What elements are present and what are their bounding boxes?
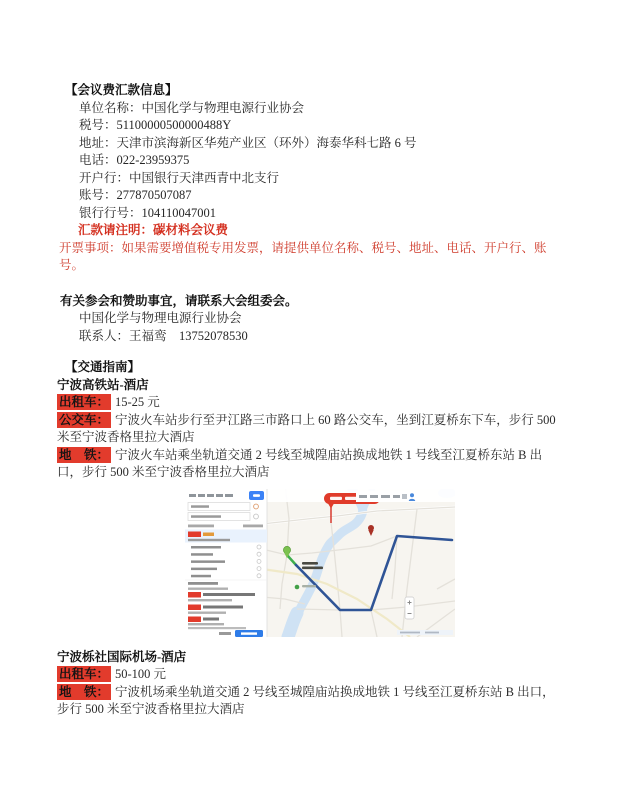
map-toolbar — [356, 491, 420, 502]
payment-line-account: 账号：277870507087 — [79, 188, 192, 202]
map-screenshot — [185, 489, 455, 637]
taxi-badge-2: 出租车： — [59, 667, 110, 681]
transit-item-metro-2 — [57, 684, 560, 719]
map-graphic — [185, 489, 455, 637]
taxi-text: 15-25 元 — [115, 395, 160, 409]
metro-badge: 地 铁： — [59, 447, 110, 462]
payment-line-bankcode: 银行行号：104110047001 — [79, 205, 217, 220]
origin-input — [188, 502, 258, 510]
transit-item-bus — [57, 412, 560, 447]
contact-heading: 有关参会和赞助事宜，请联系大会组委会。 — [60, 293, 298, 308]
transport-section-title: 【交通指南】 — [65, 360, 141, 374]
payment-line-org: 单位名称：中国化学与物理电源行业协会 — [79, 100, 305, 115]
sidebar-footer-note — [188, 627, 246, 629]
contact-org: 中国化学与物理电源行业协会 — [79, 311, 242, 325]
map-copyright — [397, 630, 453, 635]
map-sidebar-panel — [185, 489, 267, 637]
route-title-airport: 宁波栎社国际机场-酒店 — [57, 649, 187, 664]
search-button — [249, 491, 264, 500]
map-zoom-control — [405, 597, 414, 619]
payment-line-bank: 开户行：中国银行天津西青中北支行 — [79, 170, 280, 185]
payment-line-phone: 电话：022-23959375 — [79, 153, 190, 167]
payment-line-address: 地址：天津市滨海新区华苑产业区（环外）海泰华科七路 6 号 — [79, 135, 417, 150]
result-item-highlighted — [185, 529, 267, 542]
metro-text-2: 宁波机场乘坐轨道交通 2 号线至城隍庙站换成地铁 1 号线至江夏桥东站 B 出口，步行 500 米至宁波香格里拉大酒店 — [57, 684, 555, 716]
transport-mode-tabs — [189, 494, 233, 497]
contact-person: 联系人：王福鸾 13752078530 — [79, 328, 248, 343]
metro-text: 宁波火车站乘坐轨道交通 2 号线至城隍庙站换成地铁 1 号线至江夏桥东站 B 出口，步行 500 米至宁波香格里拉大酒店 — [57, 447, 543, 479]
metro-badge-2: 地 铁： — [59, 684, 110, 699]
destination-input — [188, 512, 258, 520]
payment-section-title: 【会议费汇款信息】 — [65, 83, 178, 97]
payment-line-taxid: 税号：51100000500000488Y — [79, 118, 232, 132]
transit-item-taxi-2 — [57, 666, 560, 684]
taxi-badge: 出租车： — [59, 395, 110, 409]
transit-item-taxi — [57, 394, 560, 412]
remit-note: 汇款请注明：碳材料会议费 — [78, 223, 229, 237]
taxi-text-2: 50-100 元 — [115, 667, 167, 681]
bus-text: 宁波火车站步行至尹江路三市路口上 60 路公交车，坐到江夏桥东下车，步行 500 米至宁波香格里拉大酒店 — [57, 412, 556, 444]
invoice-note: 开票事项：如果需要增值税专用发票，请提供单位名称、税号、地址、电话、开户行、账号。 — [59, 240, 547, 272]
transit-item-metro — [57, 447, 560, 482]
route-title-railstation: 宁波高铁站-酒店 — [57, 377, 149, 392]
bus-badge: 公交车： — [59, 412, 110, 427]
